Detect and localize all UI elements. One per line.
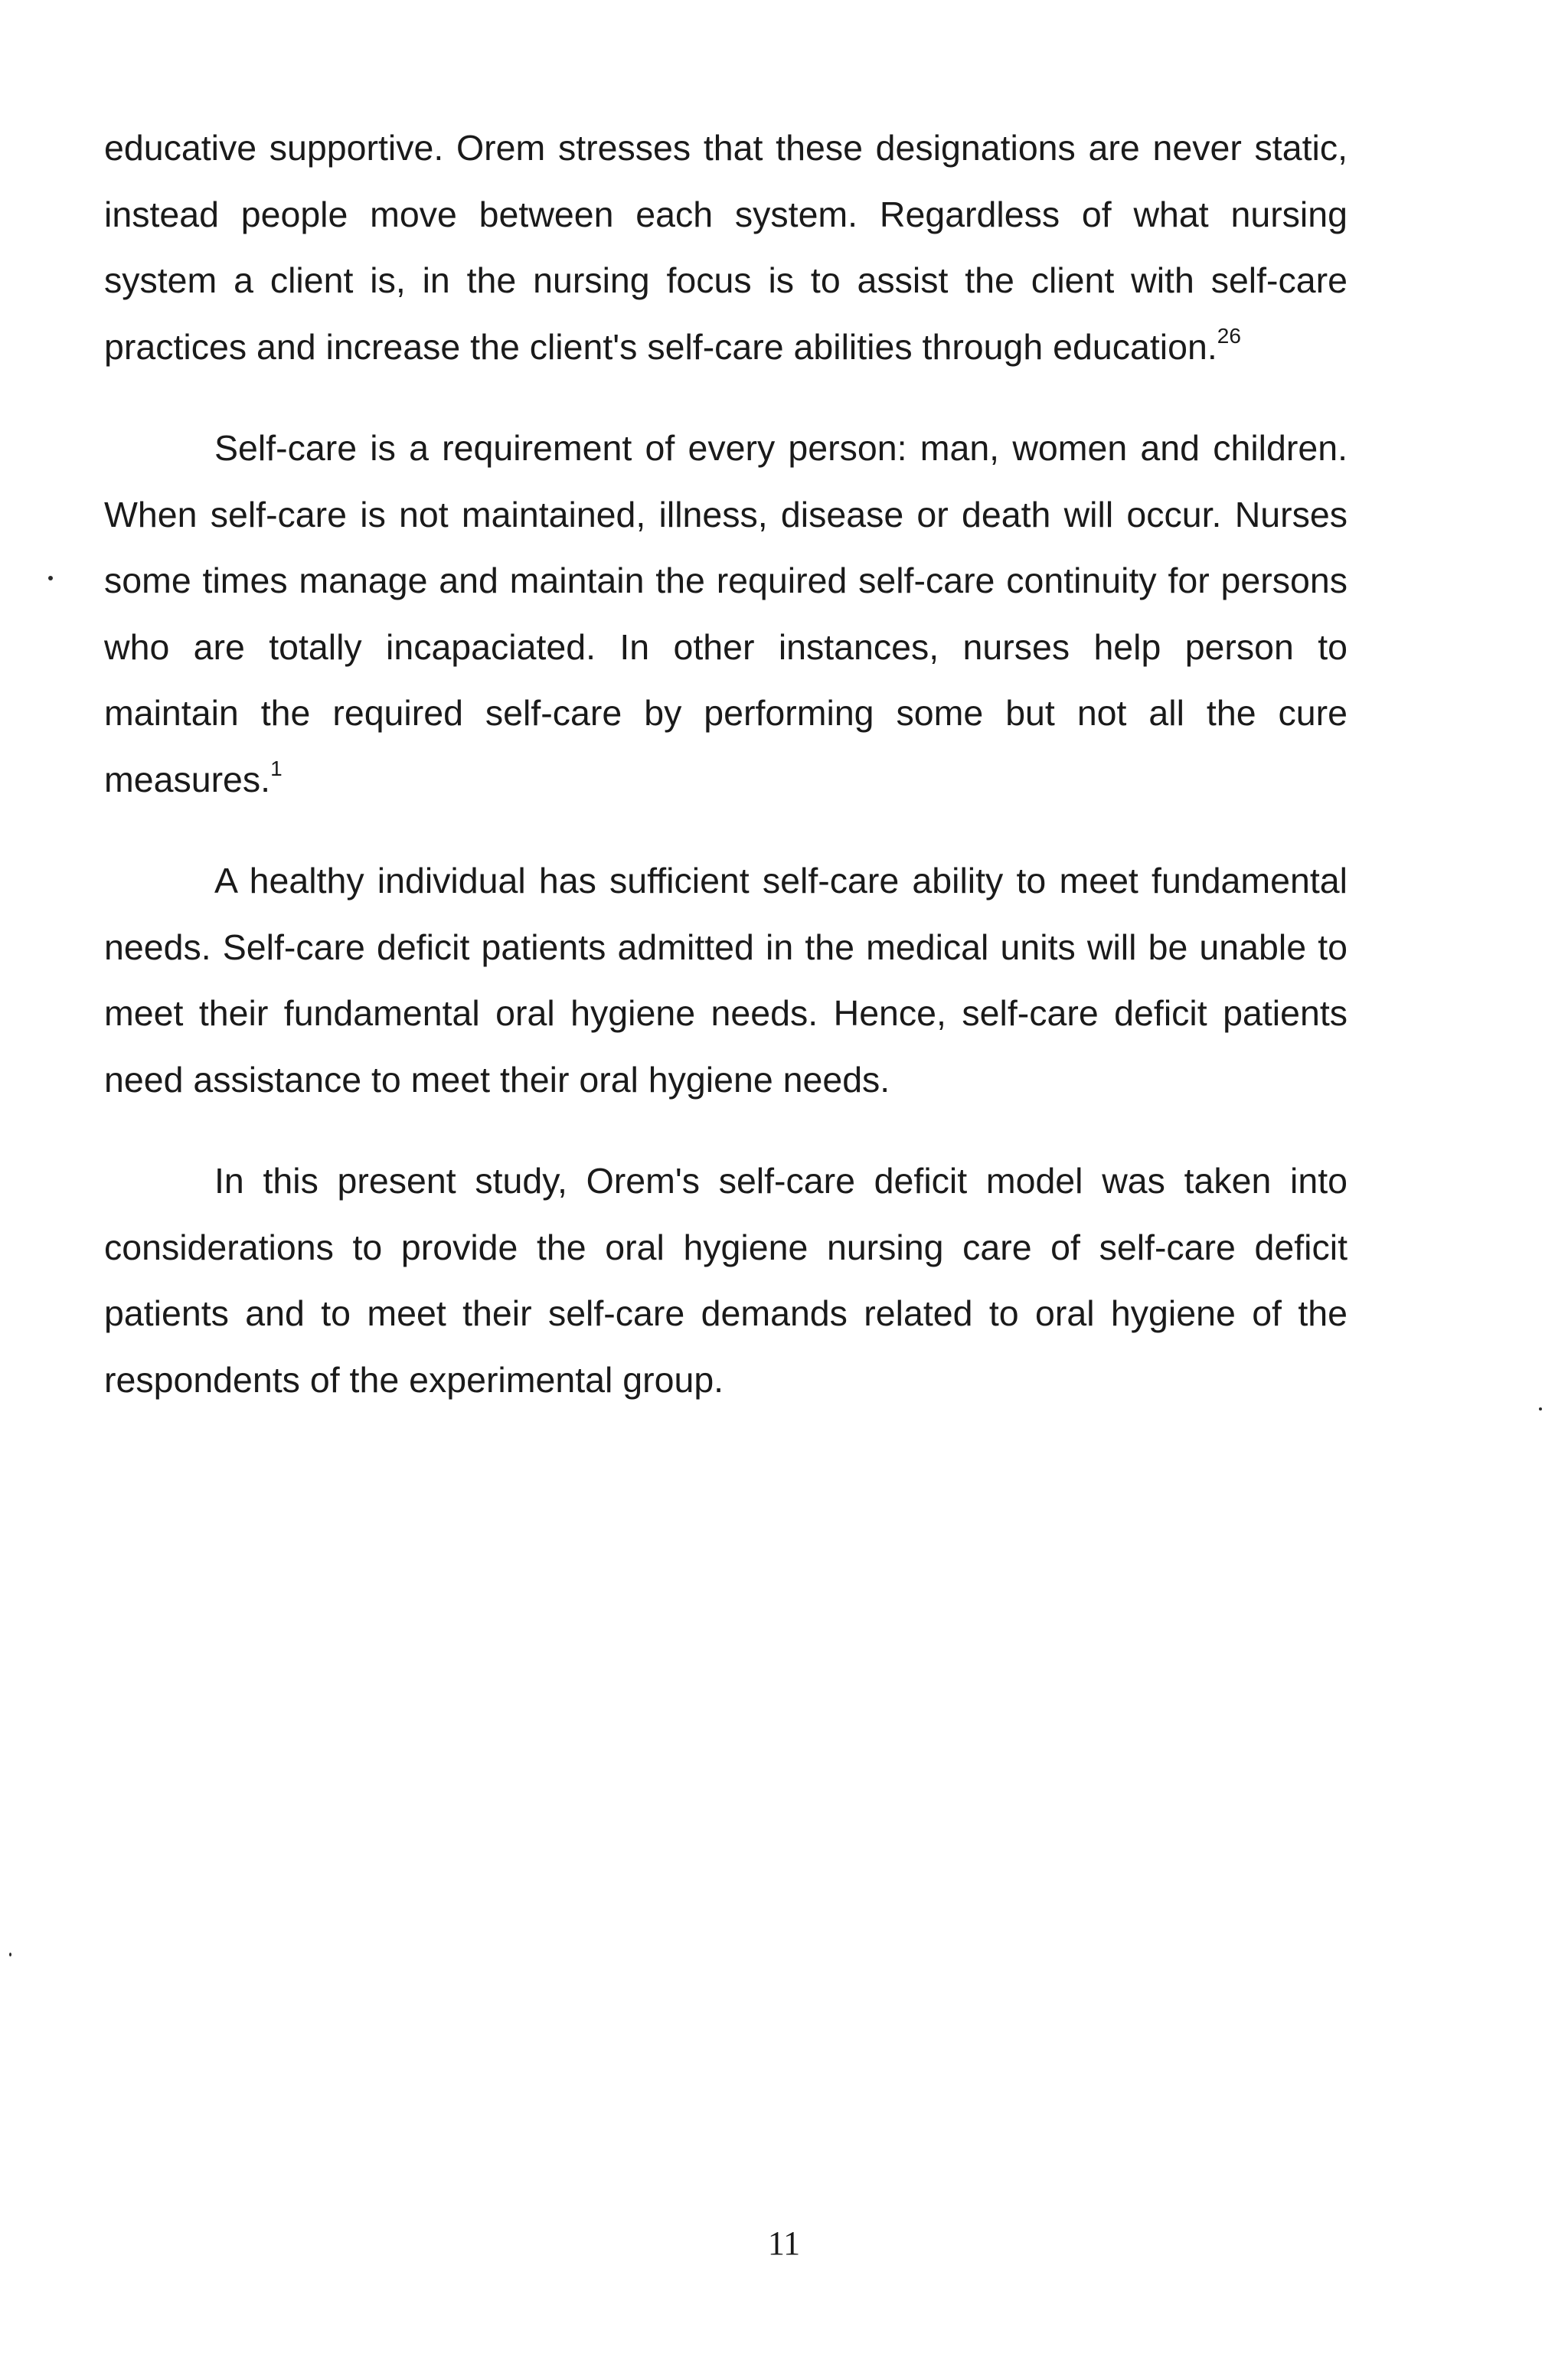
scan-speck [1539, 1407, 1542, 1410]
scan-speck [9, 1953, 11, 1956]
page-number: 11 [767, 2224, 801, 2262]
paragraph-text: In this present study, Orem's self-care deficit model was taken into considerations to provide the oral hygiene nursing care of self-care deficit patients and to meet their self-care demands related to oral hygiene of the respondents of the experimental group. [104, 1161, 1348, 1400]
paragraph-self-care-requirement [104, 415, 1348, 812]
paragraph-present-study [104, 1148, 1348, 1413]
paragraph-text: A healthy individual has sufficient self-care ability to meet fundamental needs. Self-care deficit patients admitted in the medical units will be unable to meet their fundamental oral hygiene needs. Hence, self-care deficit patients need assistance to meet their oral hygiene needs. [104, 861, 1348, 1100]
citation-superscript: 26 [1217, 324, 1241, 348]
paragraph-text: educative supportive. Orem stresses that these designations are never static, instead people move between each system. Regardless of what nursing system a client is, in the nursing focus is to assist the client with self-care practices and increase the client's self-care abilities through education. [104, 128, 1348, 367]
paragraph-continuation [104, 115, 1348, 380]
scan-speck [48, 576, 53, 580]
body-text [104, 115, 1348, 1413]
paragraph-text: Self-care is a requirement of every person: man, women and children. When self-care is not maintained, illness, disease or death will occur. Nurses some times manage and maintain the required self-care continuity for persons who are totally incapaciated. In other instances, nurses help person to maintain the required self-care by performing some but not all the cure measures. [104, 428, 1348, 799]
citation-superscript: 1 [270, 757, 283, 780]
paragraph-healthy-individual [104, 848, 1348, 1113]
